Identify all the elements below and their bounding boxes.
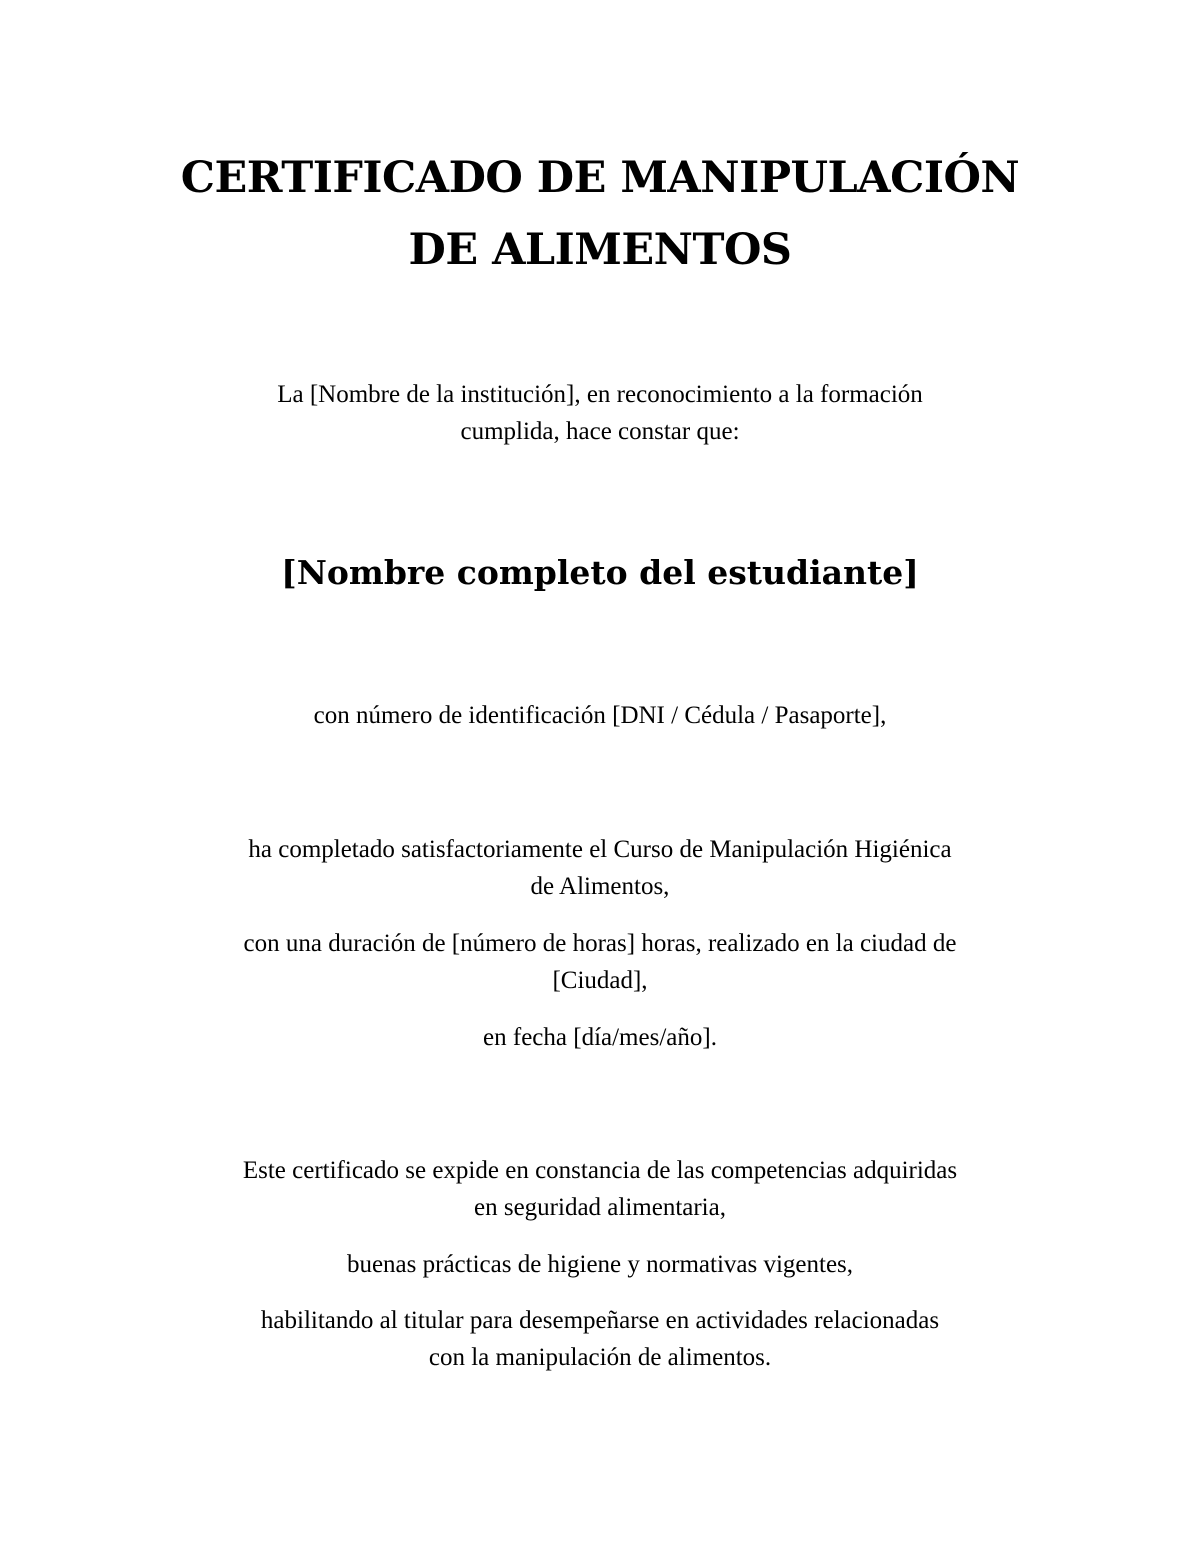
identification-line: con número de identificación [DNI / Cédula / Pasaporte],: [313, 702, 887, 729]
purpose-line-1: Este certificado se expide en constancia de las competencias adquiridas: [242, 1157, 958, 1184]
purpose-line-2: en seguridad alimentaria,: [474, 1194, 726, 1221]
duration-line-2: [Ciudad],: [552, 967, 648, 994]
practices-line: buenas prácticas de higiene y normativas vigentes,: [346, 1251, 854, 1278]
intro-line-1: La [Nombre de la institución], en reconocimiento a la formación: [277, 381, 923, 408]
title-line-1: CERTIFICADO DE MANIPULACIÓN: [180, 153, 1020, 203]
date-line: en fecha [día/mes/año].: [483, 1024, 717, 1051]
duration-line-1: con una duración de [número de horas] horas, realizado en la ciudad de: [243, 930, 957, 957]
purpose-paragraph: [170, 1152, 1030, 1226]
student-name: [Nombre completo del estudiante]: [281, 553, 919, 592]
title-line-2: DE ALIMENTOS: [408, 225, 792, 275]
course-line-1: ha completado satisfactoriamente el Curso de Manipulación Higiénica: [248, 836, 952, 863]
intro-line-2: cumplida, hace constar que:: [460, 418, 740, 445]
intro-paragraph: [170, 376, 1030, 450]
duration-paragraph: [170, 925, 1030, 999]
course-line-2: de Alimentos,: [530, 873, 670, 900]
enabling-paragraph: [170, 1302, 1030, 1376]
enabling-line-2: con la manipulación de alimentos.: [428, 1344, 772, 1371]
course-paragraph: [170, 831, 1030, 905]
enabling-line-1: habilitando al titular para desempeñarse en actividades relacionadas: [260, 1307, 940, 1334]
certificate-title: [170, 142, 1030, 286]
